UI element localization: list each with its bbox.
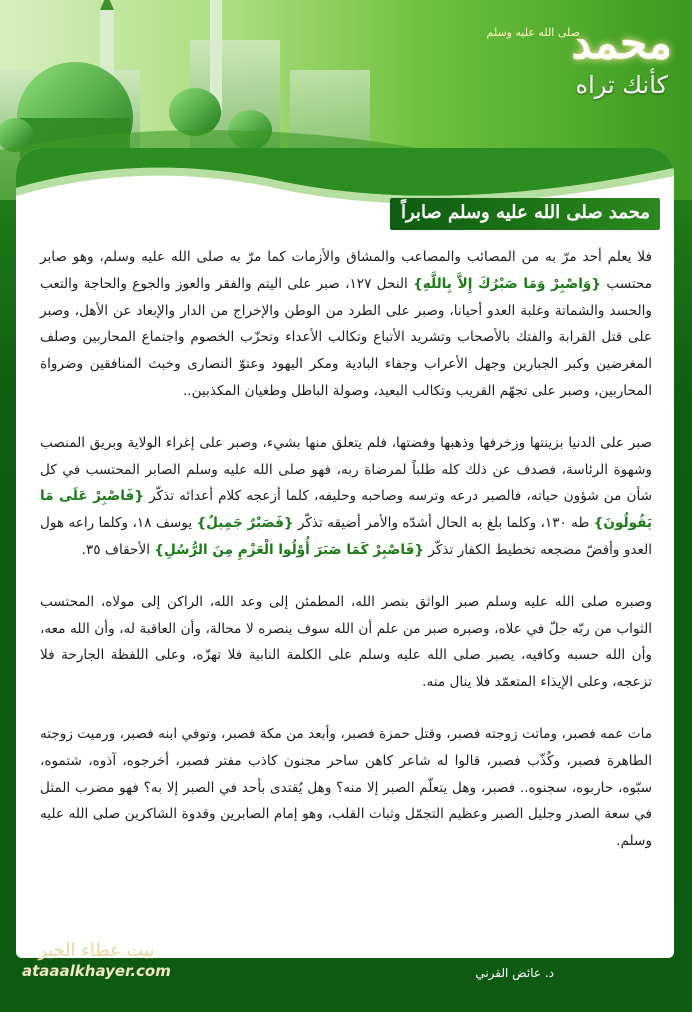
- footer: [16, 940, 674, 996]
- author-name: د. عائض القرني: [475, 966, 554, 980]
- brand-calligraphy: محمد: [571, 18, 672, 69]
- quran-quote: {وَاصْبِرْ وَمَا صَبْرُكَ إِلاَّ بِاللَّهِ}: [413, 275, 602, 292]
- article-title: محمد صلى الله عليه وسلم صابراً: [401, 202, 650, 223]
- paragraph-text: النحل ١٢٧، صبر على اليتم والفقر والعوز والجوع والحاجة والتعب والحسد والشماتة وغلبة العدو أحيانا، وصبر على الطرد من الوطن والإخراج من الدار والإبعاد عن الأهل، وصبر على قتل القرابة والفتك بالأصحاب وتشريد الأتباع وتكالب الأعداء وتحزّب الخصوم واجتماع المحاربين وصلف المغرضين وكبر الجبارين وجهل الأعراب وجفاء البادية ومكر اليهود وعتوّ النصارى وخبث المنافقين وضرواة المحاربين، وصبر على تجهّم القريب وتكالب البعيد، وصولة الباطل وطغيان المكذبين..: [40, 275, 652, 399]
- article-paragraph: [40, 430, 652, 564]
- brand-block: [571, 18, 672, 99]
- quran-quote: {فَصَبْرٌ جَمِيلٌ}: [196, 515, 294, 532]
- paragraph-text: الأحقاف ٣٥.: [81, 541, 155, 558]
- paragraph-text: صبر على الدنيا بزينتها وزخرفها وذهبها وفضتها، فلم يتعلق منها بشيء، وصبر على إغراء الولاية وبريق المنصب وشهوة الرئاسة، فصدف عن ذلك كله طلباً لمرضاة ربه، فهو صلى الله عليه وسلم الصابر المحتسب في كل شأن من شؤون حياته، فالصبر درعه وترسه وصاحبه وحليفه، كلما أزعجه كلام أعدائه تذكّر: [40, 434, 652, 505]
- article-body: [40, 244, 652, 880]
- article-paragraph: [40, 721, 652, 855]
- content-panel: [16, 148, 674, 958]
- quran-quote: {فَاصْبِرْ كَمَا صَبَرَ أُوْلُوا الْعَزْمِ مِنَ الرُّسُلِ}: [154, 541, 425, 558]
- paragraph-text: فلا يعلم أحد مرّ به من المصائب والمصاعب والمشاق والأزمات كما مرّ به صلى الله عليه وسلم، وهو صابر محتسب: [40, 249, 652, 292]
- paragraph-text: يوسف ١٨، وكلما راعه هول العدو وأقضّ مضجعه تخطيط الكفار تذكّر: [40, 515, 652, 558]
- site-logo[interactable]: [22, 940, 171, 980]
- paragraph-text: وصبره صلى الله عليه وسلم صبر الواثق بنصر الله، المطمئن إلى وعد الله، الراكن إلى مولاه، المحتسب الثواب من ربّه جلّ في علاه، وصبره صبر من علم أن الله سوف ينصره لا محالة، وأن العاقبة له، وأن الله معه، وأن الله حسبه وكافيه، يصبر صلى الله عليه وسلم على الكلمة النابية فلا تهزّه، وعلى اللفظة الجارحة فلا تزعجه، وعلى الإيذاء المتعمّد فلا ينال منه.: [40, 593, 652, 691]
- brand-tagline: كأنك تراه: [575, 71, 668, 99]
- logo-url-text: ataaalkhayer.com: [22, 962, 171, 980]
- article-paragraph: [40, 589, 652, 696]
- paragraph-text: مات عمه فصبر، وماتت زوجته فصبر، وقتل حمزة فصبر، وأبعد من مكة فصبر، وتوفي ابنه فصبر، ورميت زوجته الطاهرة فصبر، وكُذّب فصبر، قالوا له شاعر كاهن ساحر مجنون كاذب مفتر فصبر، أخرجوه، آذوه، شتموه، سبّوه، حاربوه، سجنوه.. فصبر، وهل يتعلّم الصبر إلا منه؟ وهل يُقتدى بأحد في الصبر إلا به؟ فهو مضرب المثل في سعة الصدر وجليل الصبر وعظيم التجمّل وثبات القلب، وهو إمام الصابرين وقدوة الشاكرين صلى الله عليه وسلم.: [40, 725, 652, 850]
- article-paragraph: [40, 244, 652, 405]
- blessing-text: صلى الله عليه وسلم: [486, 26, 580, 39]
- logo-arabic-text: بيت عطاء الخير: [38, 940, 155, 961]
- paragraph-text: طه ١٣٠، وكلما بلغ به الحال أشدّه والأمر أضيقه تذكّر: [293, 515, 594, 532]
- quran-quote: {فَاصْبِرْ عَلَى مَا يَقُولُونَ}: [40, 488, 652, 532]
